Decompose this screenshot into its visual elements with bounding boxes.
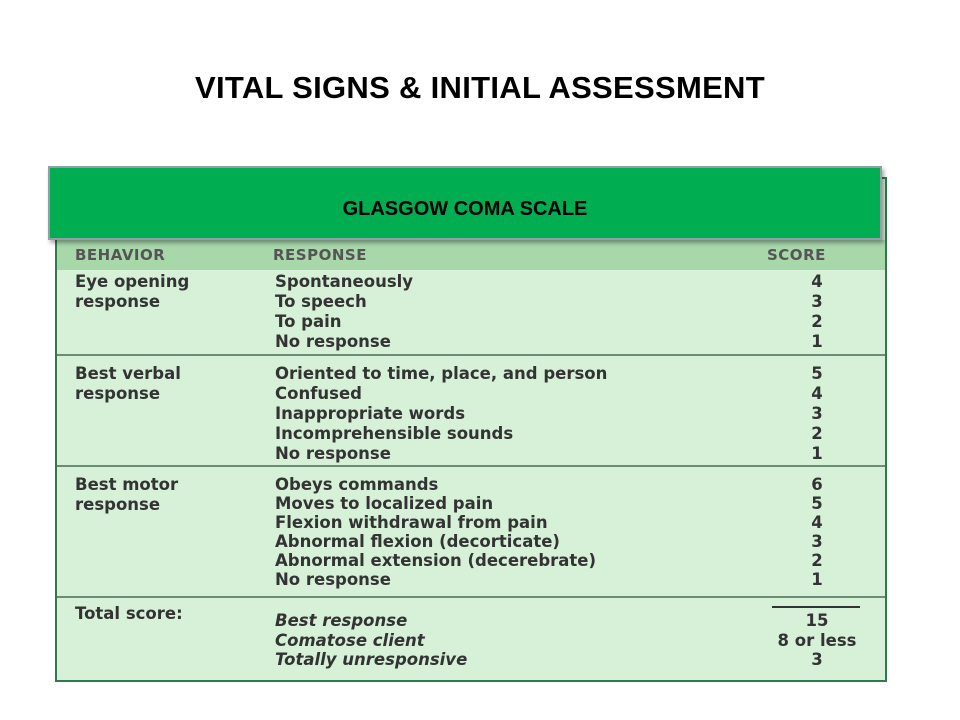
header-behavior: BEHAVIOR (75, 246, 166, 264)
score-value: 6 (811, 475, 823, 494)
response-item: No response (275, 332, 391, 351)
behavior-label: Eye opening response (75, 272, 190, 311)
header-score: SCORE (767, 246, 826, 264)
score-value: 4 (811, 513, 823, 532)
response-item: Best response (275, 611, 408, 630)
gcs-banner (48, 166, 882, 240)
header-response: RESPONSE (273, 246, 367, 264)
score-value: 1 (811, 570, 823, 589)
response-item: Spontaneously (275, 272, 414, 291)
response-item: Incomprehensible sounds (275, 424, 514, 443)
response-item: To pain (275, 312, 342, 331)
response-item: Confused (275, 384, 362, 403)
response-item: Totally unresponsive (275, 650, 468, 669)
response-item: Comatose client (275, 631, 425, 650)
response-item: Inappropriate words (275, 404, 466, 423)
banner-label: GLASGOW COMA SCALE (342, 197, 588, 220)
group-total-score (57, 604, 885, 674)
row-divider (57, 354, 885, 356)
score-value: 1 (811, 332, 823, 351)
score-value: 3 (811, 292, 823, 311)
score-value: 2 (811, 424, 823, 443)
score-value: 4 (811, 384, 823, 403)
score-value: 5 (811, 364, 823, 383)
score-value: 3 (811, 404, 823, 423)
group-best-motor (57, 475, 885, 595)
response-item: Oriented to time, place, and person (275, 364, 608, 383)
response-item: Moves to localized pain (275, 494, 494, 513)
response-item: To speech (275, 292, 367, 311)
response-item: Obeys commands (275, 475, 439, 494)
table-header-row (57, 240, 885, 270)
score-value: 4 (811, 272, 823, 291)
score-value: 3 (811, 650, 823, 669)
group-eye-opening (57, 272, 885, 356)
score-value: 1 (811, 444, 823, 463)
score-value: 5 (811, 494, 823, 513)
response-item: No response (275, 570, 391, 589)
row-divider (57, 465, 885, 467)
behavior-label: Best motor response (75, 475, 179, 514)
score-value: 8 or less (777, 631, 857, 650)
group-best-verbal (57, 364, 885, 464)
score-value: 3 (811, 532, 823, 551)
response-item: No response (275, 444, 391, 463)
response-item: Abnormal flexion (decorticate) (275, 532, 560, 551)
score-value: 2 (811, 312, 823, 331)
slide-title: VITAL SIGNS & INITIAL ASSESSMENT (195, 70, 765, 105)
row-divider (57, 596, 885, 598)
score-value: 2 (811, 551, 823, 570)
score-value: 15 (805, 611, 829, 630)
response-item: Flexion withdrawal from pain (275, 513, 548, 532)
response-item: Abnormal extension (decerebrate) (275, 551, 597, 570)
behavior-label: Total score: (75, 604, 183, 623)
behavior-label: Best verbal response (75, 364, 181, 403)
